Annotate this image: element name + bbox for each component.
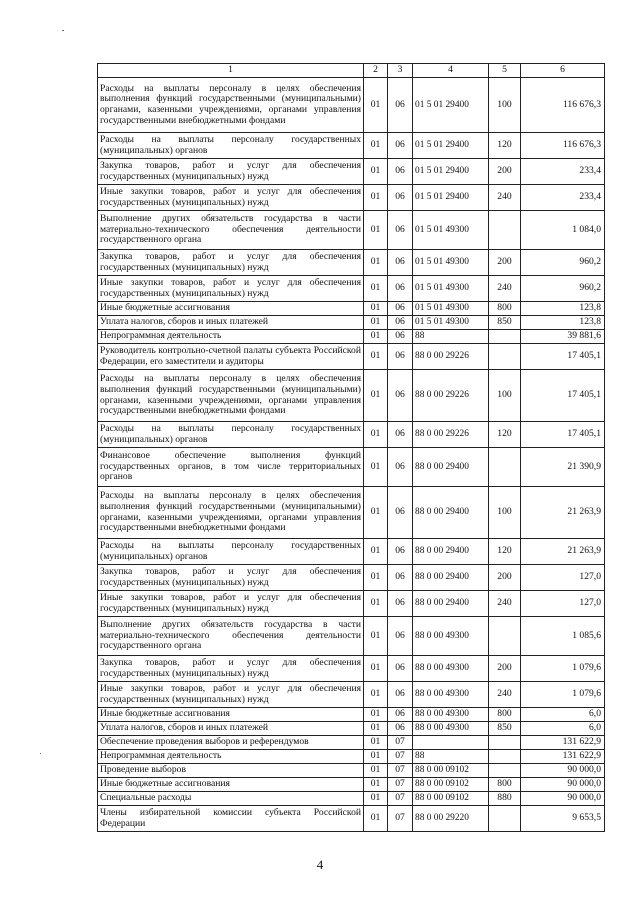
section-code-cell: 01 [364, 682, 388, 708]
table-row [98, 316, 605, 330]
table-row [98, 302, 605, 316]
amount-cell: 17 405,1 [521, 370, 605, 422]
header-col-5: 5 [489, 64, 521, 78]
section-code-cell: 01 [364, 722, 388, 736]
section-code-cell: 01 [364, 656, 388, 682]
target-article-cell: 88 0 00 29400 [413, 539, 489, 565]
expense-type-cell: 240 [489, 682, 521, 708]
amount-cell: 960,2 [521, 250, 605, 276]
amount-cell: 233,4 [521, 159, 605, 185]
table-row [98, 370, 605, 422]
subsection-code-cell: 06 [388, 487, 413, 539]
target-article-cell: 01 5 01 49300 [413, 276, 489, 302]
subsection-code-cell: 06 [388, 722, 413, 736]
amount-cell: 6,0 [521, 722, 605, 736]
expense-name-cell: Выполнение других обязательств государства в части материально-технического обеспечения деятельности государственного органа [98, 617, 364, 656]
target-article-cell: 01 5 01 29400 [413, 133, 489, 159]
scan-mark [62, 30, 64, 31]
target-article-cell: 01 5 01 49300 [413, 316, 489, 330]
amount-cell: 960,2 [521, 276, 605, 302]
section-code-cell: 01 [364, 736, 388, 750]
table-row [98, 617, 605, 656]
expense-name-cell: Члены избирательной комиссии субъекта Российской Федерации [98, 806, 364, 832]
subsection-code-cell: 06 [388, 185, 413, 211]
expense-type-cell [489, 736, 521, 750]
section-code-cell: 01 [364, 344, 388, 370]
section-code-cell: 01 [364, 370, 388, 422]
subsection-code-cell: 06 [388, 302, 413, 316]
target-article-cell: 88 0 00 29400 [413, 565, 489, 591]
expense-name-cell: Иные бюджетные ассигнования [98, 302, 364, 316]
target-article-cell: 88 0 00 09102 [413, 764, 489, 778]
section-code-cell: 01 [364, 792, 388, 806]
amount-cell: 6,0 [521, 708, 605, 722]
target-article-cell: 88 0 00 29226 [413, 344, 489, 370]
section-code-cell: 01 [364, 778, 388, 792]
header-col-4: 4 [413, 64, 489, 78]
section-code-cell: 01 [364, 422, 388, 448]
table-row [98, 133, 605, 159]
table-row [98, 330, 605, 344]
target-article-cell: 88 0 00 29226 [413, 370, 489, 422]
expense-type-cell [489, 764, 521, 778]
expense-type-cell: 200 [489, 565, 521, 591]
expense-name-cell: Иные закупки товаров, работ и услуг для обеспечения государственных (муниципальных) нужд [98, 591, 364, 617]
amount-cell: 17 405,1 [521, 344, 605, 370]
target-article-cell: 88 0 00 49300 [413, 722, 489, 736]
expense-name-cell: Расходы на выплаты персоналу государственных (муниципальных) органов [98, 422, 364, 448]
target-article-cell [413, 736, 489, 750]
section-code-cell: 01 [364, 708, 388, 722]
amount-cell: 123,8 [521, 316, 605, 330]
expense-name-cell: Обеспечение проведения выборов и референдумов [98, 736, 364, 750]
target-article-cell: 88 0 00 49300 [413, 656, 489, 682]
expense-name-cell: Иные закупки товаров, работ и услуг для обеспечения государственных (муниципальных) нужд [98, 682, 364, 708]
expense-type-cell [489, 448, 521, 487]
amount-cell: 1 084,0 [521, 211, 605, 250]
section-code-cell: 01 [364, 539, 388, 565]
expense-type-cell [489, 211, 521, 250]
amount-cell: 116 676,3 [521, 133, 605, 159]
expense-name-cell: Финансовое обеспечение выполнения функций государственных органов, в том числе территориальных органов [98, 448, 364, 487]
target-article-cell: 88 0 00 29226 [413, 422, 489, 448]
scan-mark [40, 753, 41, 754]
header-col-2: 2 [364, 64, 388, 78]
header-col-1: 1 [98, 64, 364, 78]
subsection-code-cell: 06 [388, 617, 413, 656]
amount-cell: 9 653,5 [521, 806, 605, 832]
subsection-code-cell: 06 [388, 370, 413, 422]
page-number: 4 [316, 857, 324, 872]
subsection-code-cell: 07 [388, 764, 413, 778]
table-row [98, 682, 605, 708]
section-code-cell: 01 [364, 316, 388, 330]
table-row [98, 722, 605, 736]
amount-cell: 90 000,0 [521, 778, 605, 792]
section-code-cell: 01 [364, 330, 388, 344]
amount-cell: 39 881,6 [521, 330, 605, 344]
expense-type-cell: 200 [489, 250, 521, 276]
table-row [98, 656, 605, 682]
subsection-code-cell: 07 [388, 750, 413, 764]
expense-name-cell: Закупка товаров, работ и услуг для обеспечения государственных (муниципальных) нужд [98, 159, 364, 185]
subsection-code-cell: 07 [388, 778, 413, 792]
subsection-code-cell: 06 [388, 448, 413, 487]
table-row [98, 185, 605, 211]
expense-name-cell: Иные закупки товаров, работ и услуг для обеспечения государственных (муниципальных) нужд [98, 276, 364, 302]
subsection-code-cell: 06 [388, 316, 413, 330]
target-article-cell: 88 0 00 49300 [413, 617, 489, 656]
subsection-code-cell: 06 [388, 565, 413, 591]
target-article-cell: 88 0 00 29400 [413, 591, 489, 617]
table-row [98, 487, 605, 539]
table-row [98, 250, 605, 276]
target-article-cell: 88 0 00 49300 [413, 682, 489, 708]
expense-name-cell: Расходы на выплаты персоналу государственных (муниципальных) органов [98, 539, 364, 565]
subsection-code-cell: 06 [388, 78, 413, 133]
expense-type-cell: 100 [489, 370, 521, 422]
section-code-cell: 01 [364, 591, 388, 617]
target-article-cell: 01 5 01 49300 [413, 302, 489, 316]
section-code-cell: 01 [364, 764, 388, 778]
section-code-cell: 01 [364, 78, 388, 133]
target-article-cell: 01 5 01 29400 [413, 159, 489, 185]
subsection-code-cell: 06 [388, 708, 413, 722]
amount-cell: 21 263,9 [521, 487, 605, 539]
target-article-cell: 88 [413, 750, 489, 764]
section-code-cell: 01 [364, 302, 388, 316]
table-header-row [98, 64, 605, 78]
table-row [98, 211, 605, 250]
subsection-code-cell: 06 [388, 539, 413, 565]
subsection-code-cell: 06 [388, 159, 413, 185]
expense-type-cell: 240 [489, 591, 521, 617]
expense-name-cell: Уплата налогов, сборов и иных платежей [98, 316, 364, 330]
table-row [98, 276, 605, 302]
subsection-code-cell: 06 [388, 330, 413, 344]
target-article-cell: 01 5 01 29400 [413, 78, 489, 133]
amount-cell: 17 405,1 [521, 422, 605, 448]
expense-type-cell: 120 [489, 422, 521, 448]
expense-name-cell: Специальные расходы [98, 792, 364, 806]
section-code-cell: 01 [364, 750, 388, 764]
amount-cell: 127,0 [521, 565, 605, 591]
expense-name-cell: Расходы на выплаты персоналу в целях обеспечения выполнения функций государственными (муниципальными) органами, казенными учреждениями, органами управления государственными внебюджетными фондами [98, 487, 364, 539]
section-code-cell: 01 [364, 806, 388, 832]
table-row [98, 792, 605, 806]
amount-cell: 127,0 [521, 591, 605, 617]
subsection-code-cell: 06 [388, 133, 413, 159]
expense-type-cell: 100 [489, 487, 521, 539]
table-row [98, 806, 605, 832]
subsection-code-cell: 06 [388, 250, 413, 276]
expense-type-cell: 120 [489, 539, 521, 565]
section-code-cell: 01 [364, 565, 388, 591]
amount-cell: 1 079,6 [521, 682, 605, 708]
target-article-cell: 88 0 00 49300 [413, 708, 489, 722]
expense-type-cell: 850 [489, 316, 521, 330]
expense-type-cell: 200 [489, 159, 521, 185]
amount-cell: 21 263,9 [521, 539, 605, 565]
expense-type-cell: 800 [489, 778, 521, 792]
expense-type-cell: 240 [489, 185, 521, 211]
amount-cell: 131 622,9 [521, 736, 605, 750]
expense-type-cell [489, 330, 521, 344]
table-row [98, 344, 605, 370]
expense-name-cell: Иные бюджетные ассигнования [98, 708, 364, 722]
section-code-cell: 01 [364, 448, 388, 487]
expense-type-cell: 880 [489, 792, 521, 806]
subsection-code-cell: 06 [388, 682, 413, 708]
table-body [98, 78, 605, 832]
expense-type-cell: 800 [489, 302, 521, 316]
amount-cell: 90 000,0 [521, 792, 605, 806]
expense-name-cell: Проведение выборов [98, 764, 364, 778]
table-row [98, 565, 605, 591]
expense-name-cell: Уплата налогов, сборов и иных платежей [98, 722, 364, 736]
table-row [98, 778, 605, 792]
amount-cell: 233,4 [521, 185, 605, 211]
target-article-cell: 88 0 00 29400 [413, 487, 489, 539]
table-row [98, 708, 605, 722]
subsection-code-cell: 06 [388, 656, 413, 682]
expense-name-cell: Закупка товаров, работ и услуг для обеспечения государственных (муниципальных) нужд [98, 656, 364, 682]
subsection-code-cell: 06 [388, 211, 413, 250]
expense-name-cell: Закупка товаров, работ и услуг для обеспечения государственных (муниципальных) нужд [98, 565, 364, 591]
section-code-cell: 01 [364, 250, 388, 276]
amount-cell: 1 079,6 [521, 656, 605, 682]
section-code-cell: 01 [364, 211, 388, 250]
table-row [98, 422, 605, 448]
expense-name-cell: Иные закупки товаров, работ и услуг для обеспечения государственных (муниципальных) нужд [98, 185, 364, 211]
target-article-cell: 88 0 00 29220 [413, 806, 489, 832]
target-article-cell: 01 5 01 49300 [413, 211, 489, 250]
expense-type-cell: 100 [489, 78, 521, 133]
expense-type-cell [489, 617, 521, 656]
expense-name-cell: Расходы на выплаты персоналу в целях обеспечения выполнения функций государственными (муниципальными) органами, казенными учреждениями, органами управления государственными внебюджетными фондами [98, 78, 364, 133]
expense-type-cell [489, 344, 521, 370]
expense-name-cell: Руководитель контрольно-счетной палаты субъекта Российской Федерации, его заместители и аудиторы [98, 344, 364, 370]
expense-name-cell: Непрограммная деятельность [98, 750, 364, 764]
subsection-code-cell: 07 [388, 736, 413, 750]
amount-cell: 123,8 [521, 302, 605, 316]
subsection-code-cell: 06 [388, 344, 413, 370]
subsection-code-cell: 06 [388, 591, 413, 617]
budget-table [97, 63, 605, 832]
subsection-code-cell: 06 [388, 422, 413, 448]
subsection-code-cell: 06 [388, 276, 413, 302]
table-row [98, 159, 605, 185]
section-code-cell: 01 [364, 159, 388, 185]
expense-type-cell [489, 806, 521, 832]
target-article-cell: 88 [413, 330, 489, 344]
expense-type-cell: 800 [489, 708, 521, 722]
expense-name-cell: Непрограммная деятельность [98, 330, 364, 344]
expense-name-cell: Расходы на выплаты персоналу в целях обеспечения выполнения функций государственными (муниципальными) органами, казенными учреждениями, органами управления государственными внебюджетными фондами [98, 370, 364, 422]
table-row [98, 764, 605, 778]
table-row [98, 736, 605, 750]
expense-name-cell: Иные бюджетные ассигнования [98, 778, 364, 792]
section-code-cell: 01 [364, 185, 388, 211]
expense-type-cell [489, 750, 521, 764]
expense-type-cell: 120 [489, 133, 521, 159]
subsection-code-cell: 07 [388, 806, 413, 832]
expense-name-cell: Расходы на выплаты персоналу государственных (муниципальных) органов [98, 133, 364, 159]
table-row [98, 448, 605, 487]
section-code-cell: 01 [364, 276, 388, 302]
header-col-6: 6 [521, 64, 605, 78]
amount-cell: 131 622,9 [521, 750, 605, 764]
expense-type-cell: 200 [489, 656, 521, 682]
target-article-cell: 88 0 00 29400 [413, 448, 489, 487]
section-code-cell: 01 [364, 133, 388, 159]
table-row [98, 78, 605, 133]
section-code-cell: 01 [364, 487, 388, 539]
target-article-cell: 01 5 01 49300 [413, 250, 489, 276]
table-row [98, 539, 605, 565]
target-article-cell: 01 5 01 29400 [413, 185, 489, 211]
target-article-cell: 88 0 00 09102 [413, 778, 489, 792]
table-row [98, 591, 605, 617]
subsection-code-cell: 07 [388, 792, 413, 806]
expense-name-cell: Выполнение других обязательств государства в части материально-технического обеспечения деятельности государственного органа [98, 211, 364, 250]
amount-cell: 21 390,9 [521, 448, 605, 487]
section-code-cell: 01 [364, 617, 388, 656]
expense-type-cell: 240 [489, 276, 521, 302]
amount-cell: 90 000,0 [521, 764, 605, 778]
header-col-3: 3 [388, 64, 413, 78]
expense-name-cell: Закупка товаров, работ и услуг для обеспечения государственных (муниципальных) нужд [98, 250, 364, 276]
amount-cell: 1 085,6 [521, 617, 605, 656]
expense-type-cell: 850 [489, 722, 521, 736]
target-article-cell: 88 0 00 09102 [413, 792, 489, 806]
amount-cell: 116 676,3 [521, 78, 605, 133]
table-row [98, 750, 605, 764]
